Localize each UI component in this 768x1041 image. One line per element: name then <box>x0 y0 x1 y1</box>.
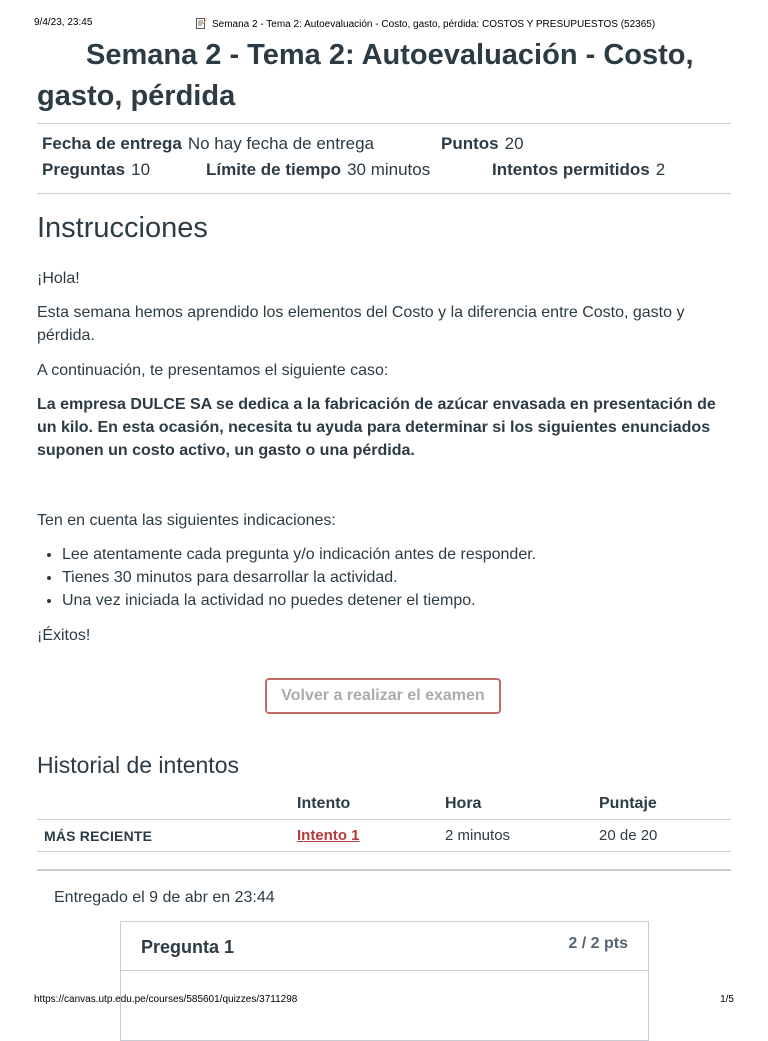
indications-list <box>37 543 536 612</box>
print-page-title <box>196 17 655 30</box>
quiz-document-icon <box>196 17 207 29</box>
quiz-content <box>37 35 731 957</box>
attempts-value: 2 <box>655 160 666 179</box>
instructions-heading: Instrucciones <box>37 212 208 244</box>
indications-intro-text: Ten en cuenta las siguientes indicaciones: <box>37 512 336 529</box>
print-header <box>34 17 734 31</box>
closing-text: ¡Éxitos! <box>37 627 91 644</box>
attempt-score: 20 de 20 <box>599 820 731 852</box>
quiz-details <box>37 123 731 194</box>
questions-label: Preguntas <box>42 160 126 179</box>
time-limit-value: 30 minutos <box>347 160 431 179</box>
time-limit-detail <box>206 160 430 180</box>
print-date: 9/4/23, 23:45 <box>34 17 93 28</box>
list-item: • Una vez iniciada la actividad no puedes detener el tiempo. <box>62 589 536 612</box>
attempt-history-table <box>37 789 731 852</box>
points-value: 20 <box>504 134 524 153</box>
question-points: 2 / 2 pts <box>568 935 628 952</box>
questions-value: 10 <box>131 160 151 179</box>
page-title: Semana 2 - Tema 2: Autoevaluación - Costo, gasto, pérdida <box>37 39 694 112</box>
column-header-time: Hora <box>445 789 599 820</box>
time-limit-label: Límite de tiempo <box>206 160 342 179</box>
list-item: • Tienes 30 minutos para desarrollar la actividad. <box>62 566 536 589</box>
print-footer <box>34 994 734 1008</box>
print-title-text: Semana 2 - Tema 2: Autoevaluación - Costo, gasto, pérdida: COSTOS Y PRESUPUESTOS (52365) <box>212 19 656 30</box>
column-header-attempt: Intento <box>297 789 445 820</box>
due-date-detail <box>42 134 374 154</box>
due-date-label: Fecha de entrega <box>42 134 182 153</box>
page-url: https://canvas.utp.edu.pe/courses/585601/quizzes/3711298 <box>34 994 298 1005</box>
list-item: • Lee atentamente cada pregunta y/o indicación antes de responder. <box>62 543 536 566</box>
intro-text: Esta semana hemos aprendido los elementos del Costo y la diferencia entre Costo, gasto y pérdida. <box>37 304 685 344</box>
greeting-text: ¡Hola! <box>37 270 80 287</box>
continuation-text: A continuación, te presentamos el siguiente caso: <box>37 362 389 379</box>
question-header <box>121 922 648 971</box>
question-card <box>120 921 649 1041</box>
table-row <box>37 820 731 852</box>
attempt-link[interactable]: Intento 1 <box>297 827 360 844</box>
case-text: La empresa DULCE SA se dedica a la fabricación de azúcar envasada en presentación de un kilo. En esta ocasión, necesita tu ayuda para determinar si los siguientes enunciados suponen un costo activo, un gasto o una pérdida. <box>37 396 716 459</box>
most-recent-label: MÁS RECIENTE <box>37 820 297 852</box>
due-date-value: No hay fecha de entrega <box>187 134 375 153</box>
submitted-date: Entregado el 9 de abr en 23:44 <box>54 889 275 906</box>
column-header-score: Puntaje <box>599 789 731 820</box>
table-header-row <box>37 789 731 820</box>
page-number: 1/5 <box>720 994 734 1005</box>
question-title: Pregunta 1 <box>141 937 235 957</box>
points-detail <box>441 134 524 154</box>
attempts-label: Intentos permitidos <box>492 160 650 179</box>
retake-container <box>265 678 501 714</box>
retake-quiz-button[interactable]: Volver a realizar el examen <box>265 678 501 714</box>
attempts-detail <box>492 160 665 180</box>
points-label: Puntos <box>441 134 499 153</box>
questions-detail <box>42 160 150 180</box>
attempt-time: 2 minutos <box>445 820 599 852</box>
column-header-label <box>37 789 297 820</box>
attempt-cell <box>297 820 445 852</box>
attempt-history-heading: Historial de intentos <box>37 752 239 778</box>
